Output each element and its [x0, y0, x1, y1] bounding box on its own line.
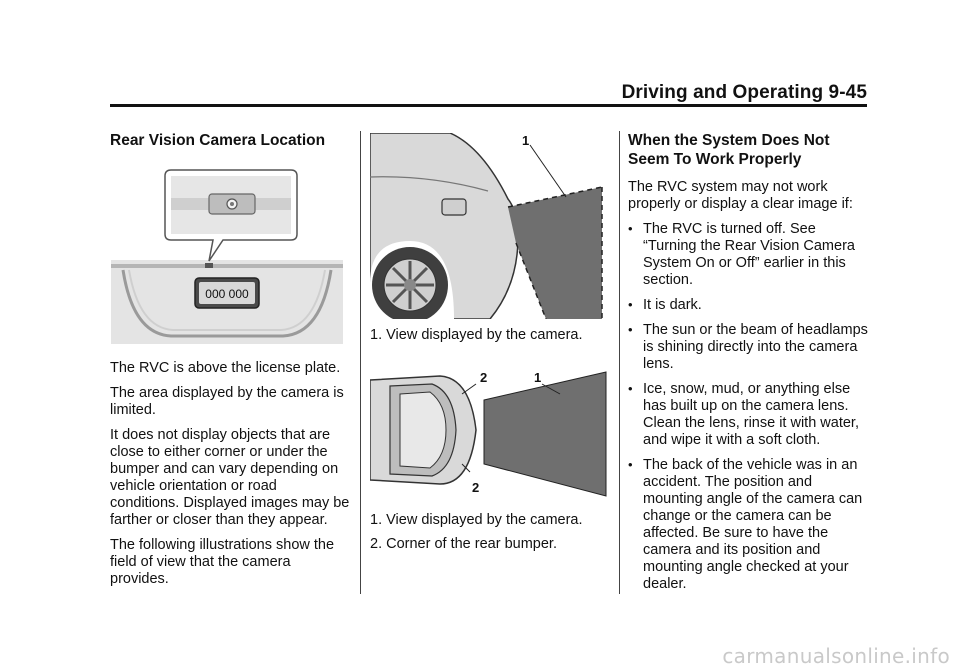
- section-heading-camera-location: Rear Vision Camera Location: [110, 132, 326, 149]
- troubleshooting-intro: The RVC system may not work properly or display a clear image if:: [628, 179, 853, 212]
- paragraph-2: The area displayed by the camera is limited.: [110, 385, 344, 418]
- callout-2-bottom: 2: [472, 480, 480, 495]
- bullet-icon: •: [628, 297, 633, 312]
- column-camera-location: [110, 131, 350, 596]
- column-divider-left: [360, 131, 361, 594]
- header-rule: [110, 104, 867, 107]
- bullet-icon: •: [628, 221, 633, 236]
- column-troubleshooting: [628, 131, 873, 601]
- column-divider-right: [619, 131, 620, 594]
- watermark: carmanualsonline.info: [722, 644, 950, 668]
- section-heading-troubleshooting: When the System Does Not Seem To Work Properly: [628, 132, 830, 168]
- list-item: • The sun or the beam of headlamps is shining directly into the camera lens.: [628, 322, 868, 372]
- callout-1: 1: [522, 133, 530, 148]
- callout-1-top: 1: [534, 370, 542, 385]
- callout-2-top: 2: [480, 370, 488, 385]
- troubleshooting-list: [628, 221, 873, 593]
- page-header: [110, 82, 867, 104]
- paragraph-4: The following illustrations show the field of view that the camera provides.: [110, 537, 335, 587]
- paragraph-3: It does not display objects that are close to either corner or under the bumper and can vary depending on vehicle orientation or road conditions. Displayed images may be farther or closer than they appear.: [110, 427, 350, 528]
- camera-location-illustration: [111, 164, 343, 344]
- side-view-illustration: [370, 133, 604, 319]
- list-item: • The back of the vehicle was in an accident. The position and mounting angle of the camera can change or the camera can be affected. Be sure to have the camera and its position and mounting angle checked at your dealer.: [628, 457, 863, 592]
- column-camera-views: [370, 131, 610, 560]
- license-plate-text: 000 000: [205, 287, 249, 301]
- bullet-icon: •: [628, 457, 633, 472]
- caption-top-view-1: 1. View displayed by the camera.: [370, 512, 583, 528]
- caption-side-view: 1. View displayed by the camera.: [370, 327, 583, 343]
- bullet-icon: •: [628, 322, 633, 337]
- top-view-illustration: [370, 364, 608, 498]
- list-item: • The RVC is turned off. See “Turning the Rear Vision Camera System On or Off” earlier in this section.: [628, 221, 855, 288]
- paragraph-1: The RVC is above the license plate.: [110, 360, 341, 376]
- header-title: Driving and Operating 9-45: [621, 82, 867, 103]
- list-item: • It is dark.: [628, 297, 702, 313]
- caption-top-view-2: 2. Corner of the rear bumper.: [370, 536, 557, 552]
- list-item: • Ice, snow, mud, or anything else has built up on the camera lens. Clean the lens, rinse it with water, and wipe it with a soft cloth.: [628, 381, 859, 448]
- bullet-icon: •: [628, 381, 633, 396]
